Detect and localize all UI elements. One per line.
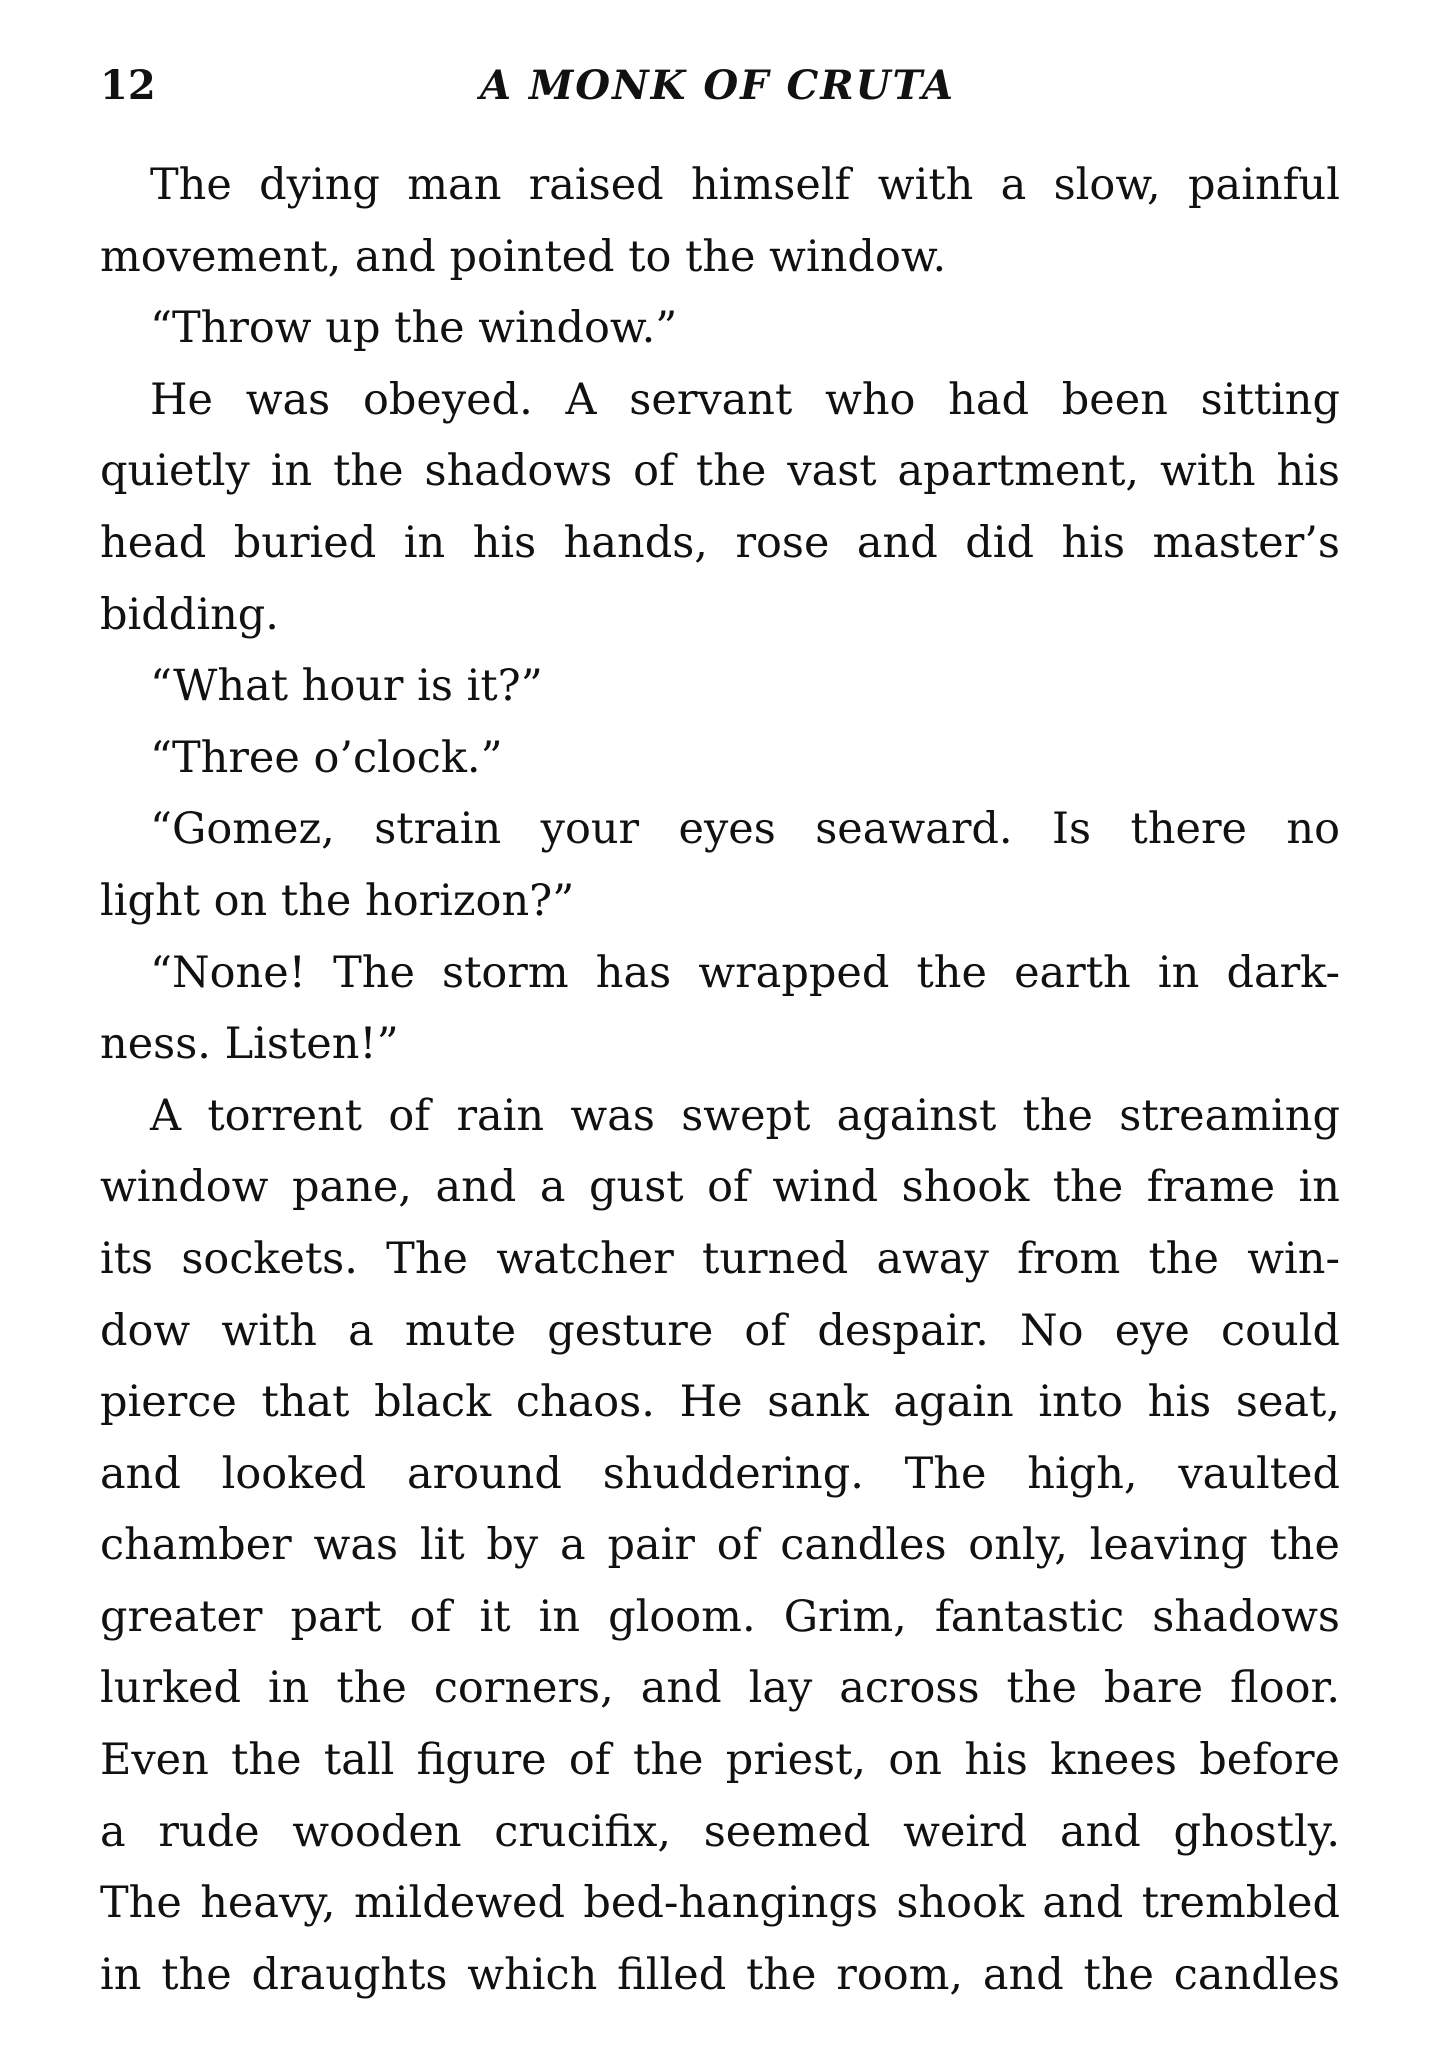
- text-line: and looked around shuddering. The high, vaulted: [100, 1448, 1340, 1499]
- text-line: “None! The storm has wrapped the earth in dark-: [150, 947, 1340, 998]
- text-line: its sockets. The watcher turned away from the win-: [100, 1233, 1340, 1284]
- text-line: a rude wooden crucifix, seemed weird and ghostly.: [100, 1806, 1340, 1857]
- text-line: in the draughts which filled the room, and the candles: [100, 1949, 1340, 2000]
- running-title: A MONK OF CRUTA: [480, 62, 956, 109]
- text-line: A torrent of rain was swept against the streaming: [150, 1090, 1340, 1141]
- text-line: Even the tall figure of the priest, on his knees before: [100, 1735, 1340, 1786]
- text-line: “What hour is it?”: [150, 661, 543, 712]
- text-line: chamber was lit by a pair of candles only, leaving the: [100, 1520, 1340, 1571]
- page-header: [100, 62, 1340, 122]
- body-text: [100, 150, 1340, 2011]
- text-line: light on the horizon?”: [100, 875, 575, 926]
- text-line: lurked in the corners, and lay across the bare floor.: [100, 1663, 1340, 1714]
- text-line: bidding.: [100, 589, 279, 640]
- text-line: “Gomez, strain your eyes seaward. Is there no: [150, 804, 1340, 855]
- text-line: pierce that black chaos. He sank again into his seat,: [100, 1377, 1340, 1428]
- text-line: He was obeyed. A servant who had been sitting: [150, 374, 1340, 425]
- page-number: 12: [100, 62, 156, 109]
- text-line: head buried in his hands, rose and did his master’s: [100, 517, 1340, 568]
- text-line: dow with a mute gesture of despair. No eye could: [100, 1305, 1340, 1356]
- text-line: “Throw up the window.”: [150, 303, 678, 354]
- text-line: ness. Listen!”: [100, 1019, 399, 1070]
- text-line: quietly in the shadows of the vast apartment, with his: [100, 446, 1340, 497]
- text-line: “Three o’clock.”: [150, 732, 503, 783]
- text-line: movement, and pointed to the window.: [100, 231, 947, 282]
- text-line: The dying man raised himself with a slow, painful: [150, 160, 1340, 210]
- text-line: greater part of it in gloom. Grim, fantastic shadows: [100, 1591, 1340, 1642]
- text-line: window pane, and a gust of wind shook the frame in: [100, 1162, 1340, 1213]
- text-line: The heavy, mildewed bed-hangings shook and trembled: [100, 1878, 1340, 1929]
